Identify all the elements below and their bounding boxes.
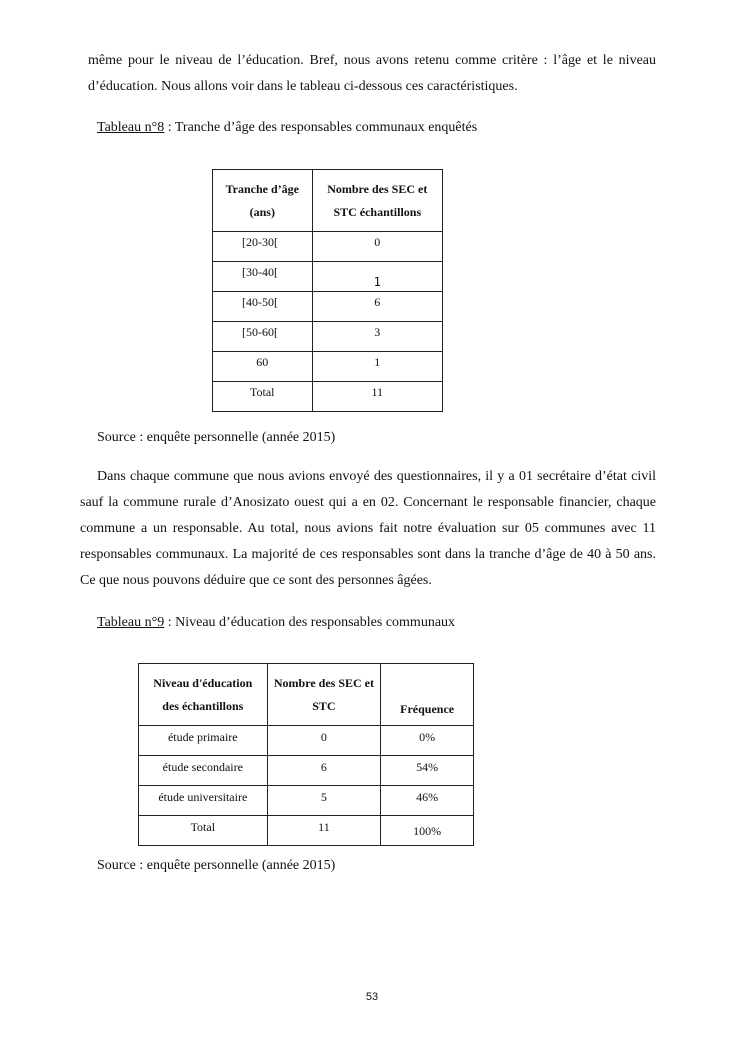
table-row (213, 352, 443, 382)
table9-caption-text: : Niveau d’éducation des responsables communaux (164, 615, 456, 630)
age-range-cell: [40-50[ (213, 292, 313, 322)
table9-caption-label: Tableau n°9 (97, 615, 165, 630)
intro-paragraph: même pour le niveau de l’éducation. Bref, nous avons retenu comme critère : l’âge et le niveau d’éducation. Nous allons voir dans le tableau ci-dessous ces caractéristiques. (88, 53, 656, 94)
table-row (213, 262, 443, 292)
table-row (139, 726, 474, 756)
table8-caption-text: : Tranche d’âge des responsables communaux enquêtés (164, 120, 478, 135)
table-total-row (213, 382, 443, 412)
age-range-table (212, 169, 443, 412)
education-level-cell: étude secondaire (139, 756, 268, 786)
total-count-cell: 11 (267, 816, 381, 846)
table-header-row (139, 664, 474, 726)
count-cell: 3 (312, 322, 442, 352)
total-label-cell: Total (139, 816, 268, 846)
table9-caption (97, 615, 455, 631)
page-number: 53 (365, 991, 379, 1003)
count-cell: 1 (312, 262, 442, 292)
count-cell: 0 (312, 232, 442, 262)
table-row (139, 786, 474, 816)
header-sec-stc-count: Nombre des SEC et STC (267, 664, 381, 726)
education-level-cell: étude universitaire (139, 786, 268, 816)
commentary-paragraph: Dans chaque commune que nous avions envoyé des questionnaires, il y a 01 secrétaire d’état civil sauf la commune rurale d’Anosizato ouest qui a en 02. Concernant le responsable financier, chaque commune a un responsable. Au total, nous avions fait notre évaluation sur 05 communes avec 11 responsables communaux. La majorité de ces responsables sont dans la tranche d’âge de 40 à 50 ans. Ce que nous pouvons déduire que ce sont des personnes âgées. (80, 469, 656, 588)
frequency-cell: 46% (381, 786, 474, 816)
table-row (139, 756, 474, 786)
count-cell: 5 (267, 786, 381, 816)
table8-source: Source : enquête personnelle (année 2015) (97, 430, 336, 445)
table-row (213, 232, 443, 262)
header-frequency: Fréquence (381, 664, 474, 726)
age-range-cell: [50-60[ (213, 322, 313, 352)
age-range-cell: 60 (213, 352, 313, 382)
count-cell: 0 (267, 726, 381, 756)
table8-caption-label: Tableau n°8 (97, 120, 165, 135)
header-age-range: Tranche d’âge (ans) (213, 170, 313, 232)
count-cell: 6 (267, 756, 381, 786)
frequency-cell: 0% (381, 726, 474, 756)
frequency-cell: 54% (381, 756, 474, 786)
age-range-cell: [20-30[ (213, 232, 313, 262)
count-cell: 6 (312, 292, 442, 322)
header-education-level: Niveau d'éducation des échantillons (139, 664, 268, 726)
table-total-row (139, 816, 474, 846)
count-cell: 1 (312, 352, 442, 382)
table9-source: Source : enquête personnelle (année 2015) (97, 858, 336, 873)
header-sec-stc-count: Nombre des SEC et STC échantillons (312, 170, 442, 232)
education-level-cell: étude primaire (139, 726, 268, 756)
total-count-cell: 11 (312, 382, 442, 412)
table8-caption (97, 120, 477, 136)
table-row (213, 322, 443, 352)
age-range-cell: [30-40[ (213, 262, 313, 292)
table-header-row (213, 170, 443, 232)
total-label-cell: Total (213, 382, 313, 412)
table-row (213, 292, 443, 322)
total-frequency-cell: 100% (381, 816, 474, 846)
education-level-table (138, 663, 474, 846)
